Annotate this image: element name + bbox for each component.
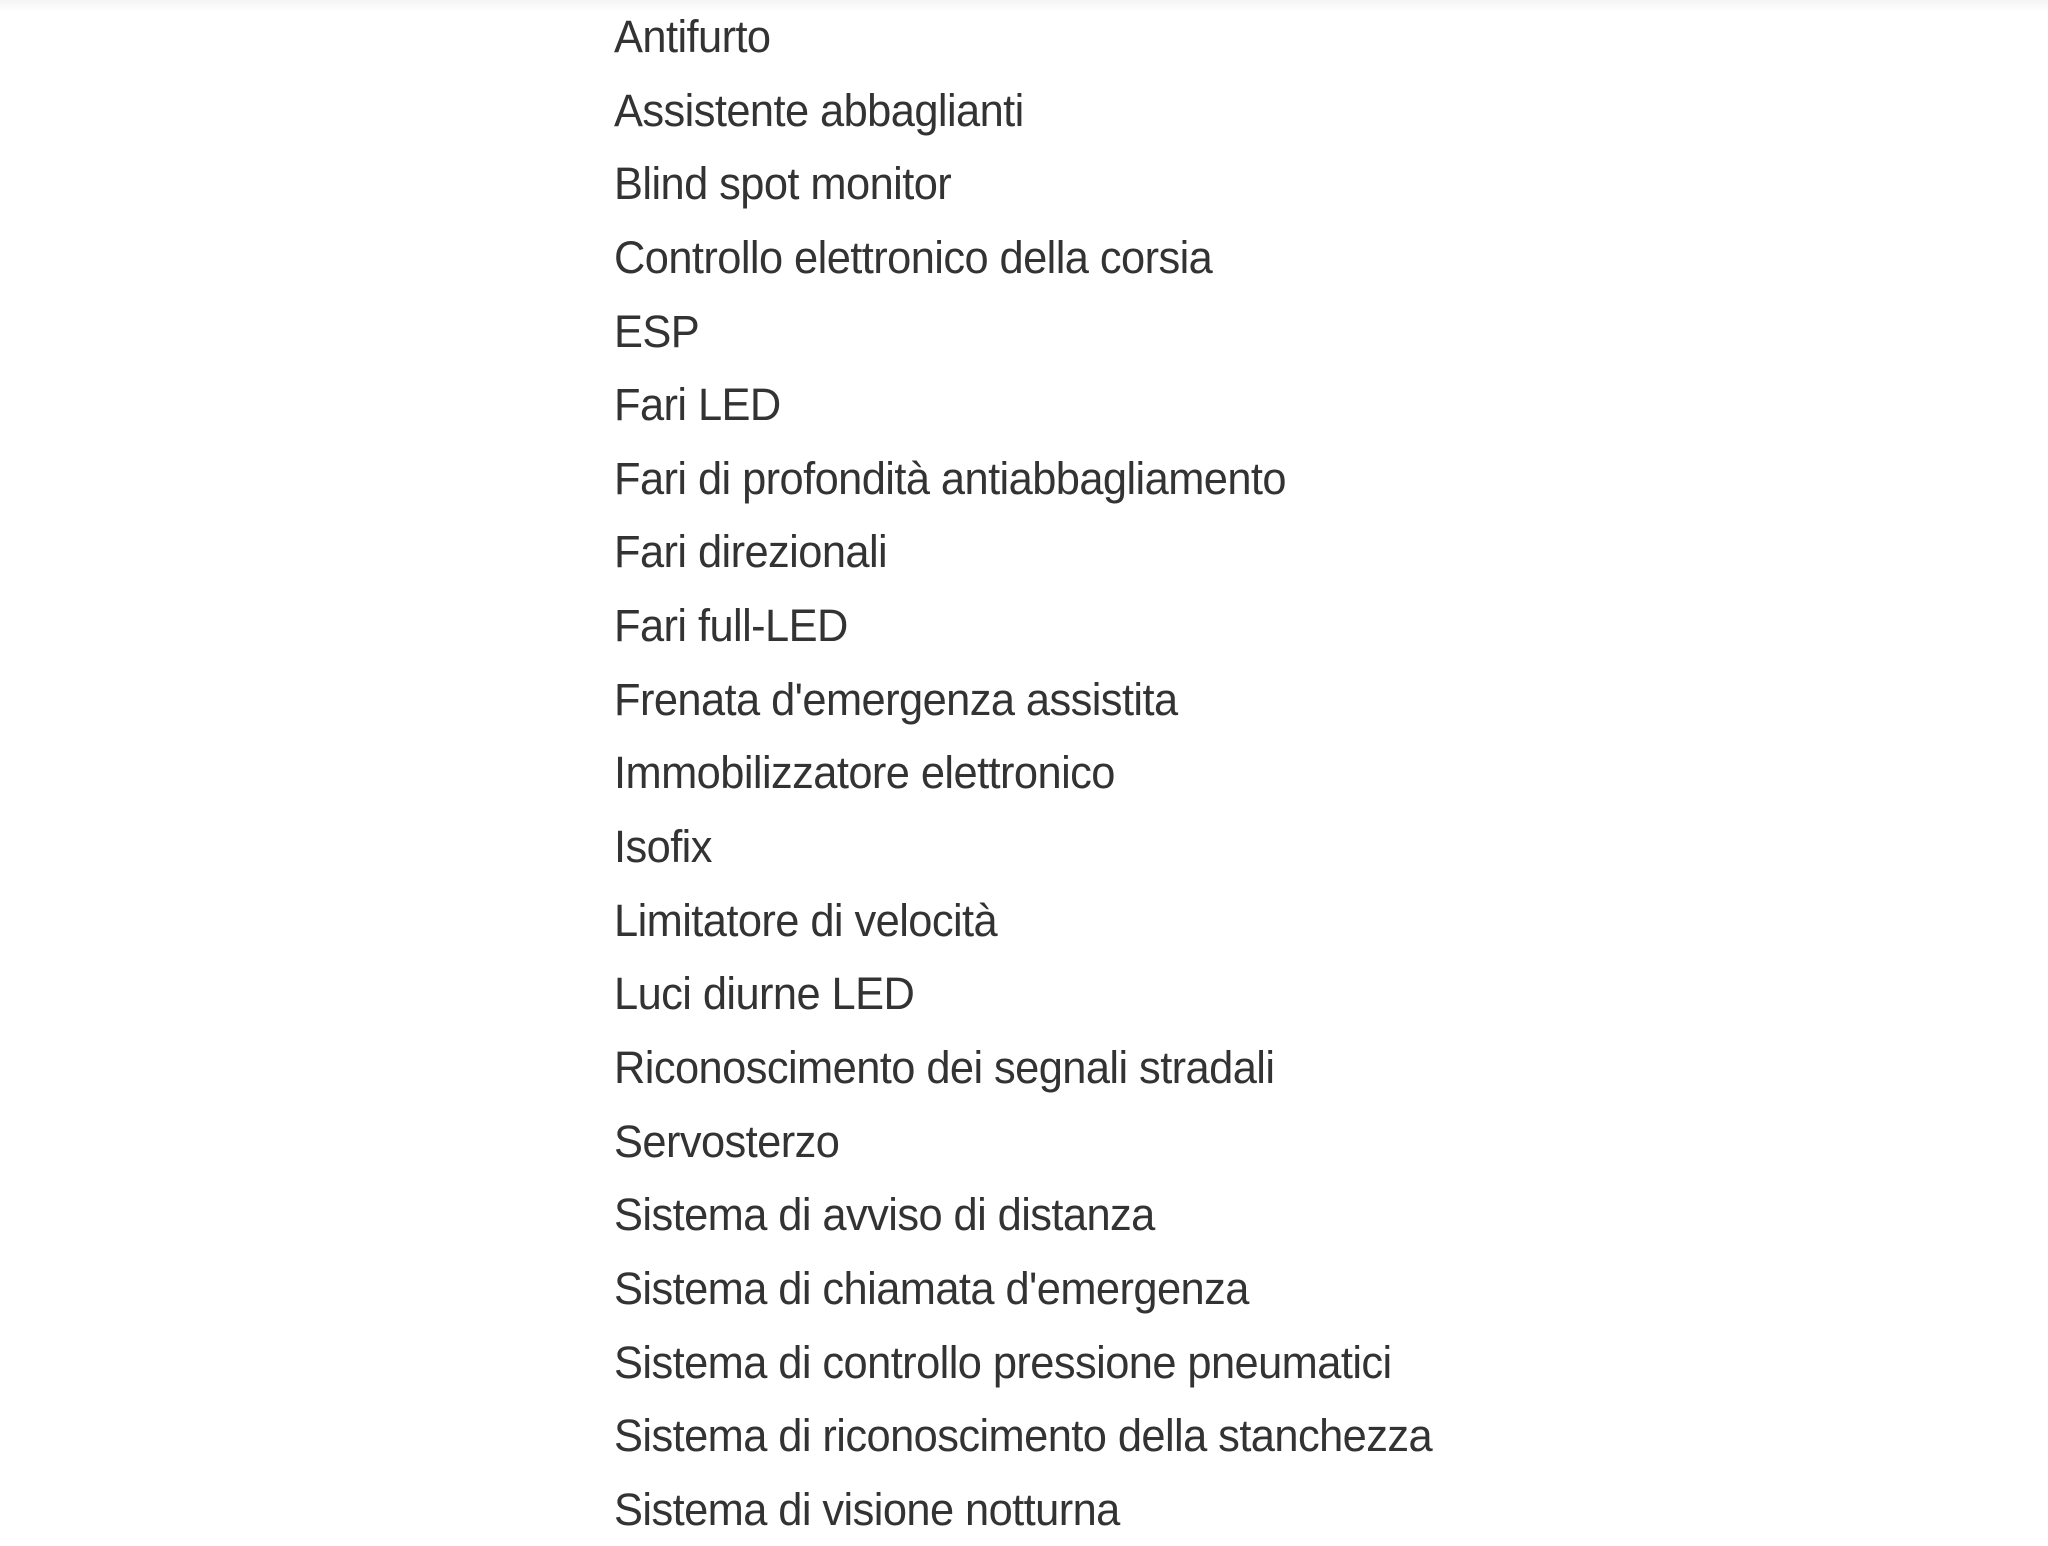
feature-item-controllo-corsia: Controllo elettronico della corsia [614,231,1213,283]
feature-item-riconoscimento-stanchezza: Sistema di riconoscimento della stanchezza [614,1410,1433,1462]
feature-item-antifurto: Antifurto [614,11,771,62]
feature-item-fari-led: Fari LED [614,379,781,431]
feature-item-esp: ESP [614,305,700,357]
feature-item-fari-direzionali: Fari direzionali [614,526,888,578]
feature-item-luci-diurne-led: Luci diurne LED [614,968,915,1020]
feature-item-visione-notturna: Sistema di visione notturna [614,1483,1120,1535]
feature-item-controllo-pressione: Sistema di controllo pressione pneumatici [614,1336,1392,1388]
feature-list [614,0,1462,1546]
feature-item-fari-full-led: Fari full-LED [614,600,848,652]
feature-item-avviso-distanza: Sistema di avviso di distanza [614,1189,1155,1241]
feature-item-chiamata-emergenza: Sistema di chiamata d'emergenza [614,1262,1249,1314]
feature-item-immobilizzatore: Immobilizzatore elettronico [614,747,1115,799]
feature-item-riconoscimento-segnali: Riconoscimento dei segnali stradali [614,1041,1275,1093]
feature-item-fari-profondita: Fari di profondità antiabbagliamento [614,452,1286,504]
feature-item-blind-spot-monitor: Blind spot monitor [614,158,952,210]
feature-item-isofix: Isofix [614,821,712,873]
feature-item-limitatore-velocita: Limitatore di velocità [614,894,998,946]
feature-item-assistente-abbaglianti: Assistente abbaglianti [614,84,1024,136]
feature-item-frenata-emergenza: Frenata d'emergenza assistita [614,673,1178,725]
feature-item-servosterzo: Servosterzo [614,1115,840,1167]
